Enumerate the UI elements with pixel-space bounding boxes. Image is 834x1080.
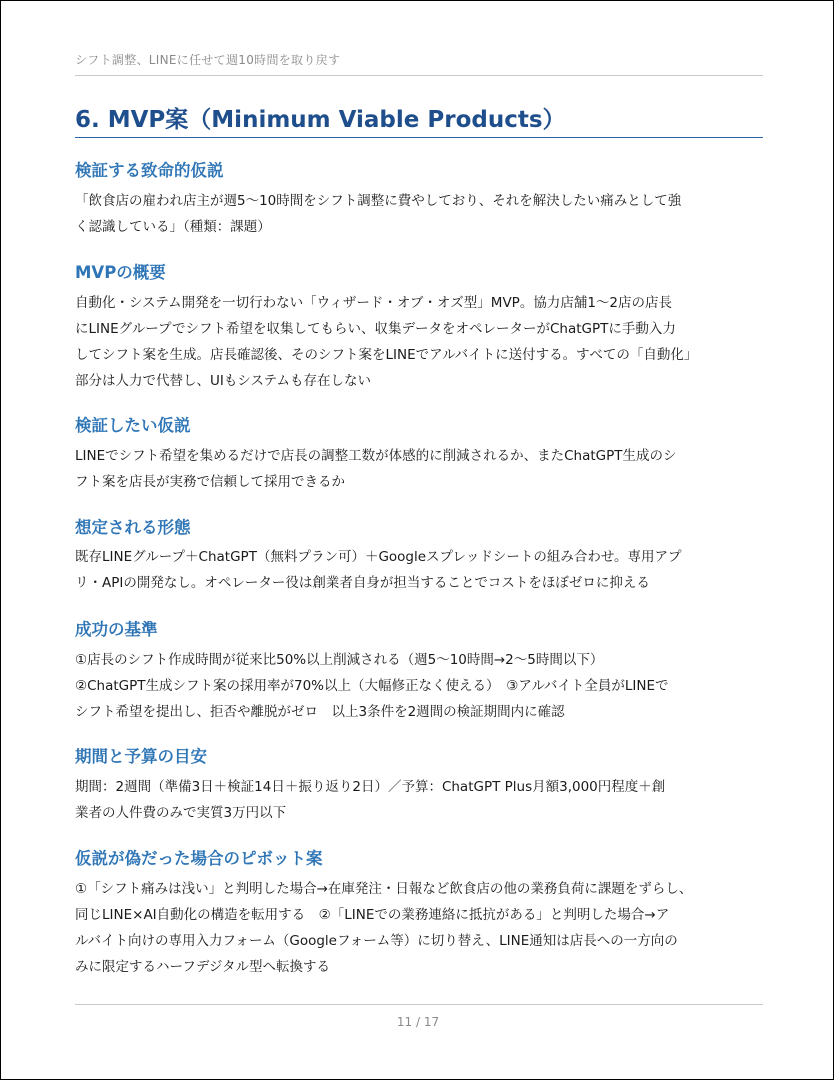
paragraph-line: 「飲食店の雇われ店主が週5〜10時間をシフト調整に費やしており、それを解決したい痛みとして強 bbox=[75, 193, 682, 209]
paragraph-line: 自動化・システム開発を一切行わない「ウィザード・オブ・オズ型」MVP。協力店舗1〜2店の店長 bbox=[75, 295, 673, 311]
heading-success-criteria: 成功の基準 bbox=[75, 620, 158, 639]
title-underline bbox=[75, 137, 763, 138]
heading-hypothesis-to-verify: 検証したい仮説 bbox=[75, 416, 191, 435]
paragraph-line: ①「シフト痛みは浅い」と判明した場合→在庫発注・日報など飲食店の他の業務負荷に課題をずらし、 bbox=[75, 881, 693, 897]
paragraph-line: ①店長のシフト作成時間が従来比50%以上削減される（週5〜10時間→2〜5時間以下） bbox=[75, 652, 604, 668]
paragraph-line: 同じLINE×AI自動化の構造を転用する ②「LINEでの業務連絡に抵抗がある」と判明した場合→ア bbox=[75, 907, 670, 923]
paragraph-line: ②ChatGPT生成シフト案の採用率が70%以上（大幅修正なく使える） ③アルバイト全員がLINEで bbox=[75, 678, 669, 694]
heading-mvp-overview: MVPの概要 bbox=[75, 263, 166, 282]
paragraph-line: みに限定するハーフデジタル型へ転換する bbox=[75, 959, 331, 975]
paragraph-line: 既存LINEグループ＋ChatGPT（無料プラン可）＋Googleスプレッドシートの組み合わせ。専用アプ bbox=[75, 549, 682, 565]
section-title: 6. MVP案（Minimum Viable Products） bbox=[75, 107, 566, 133]
paragraph-line: ルバイト向けの専用入力フォーム（Googleフォーム等）に切り替え、LINE通知は店長への一方向の bbox=[75, 933, 678, 949]
page-number: 11 / 17 bbox=[396, 1015, 440, 1029]
paragraph-period-budget bbox=[75, 774, 765, 826]
paragraph-pivot-plan bbox=[75, 876, 765, 980]
paragraph-line: 期間：2週間（準備3日＋検証14日＋振り返り2日）／予算：ChatGPT Plus月額3,000円程度＋創 bbox=[75, 779, 666, 795]
paragraph-line: く認識している」（種類：課題） bbox=[75, 219, 271, 235]
paragraph-line: リ・APIの開発なし。オペレーター役は創業者自身が担当することでコストをほぼゼロに抑える bbox=[75, 575, 650, 591]
heading-pivot-plan: 仮説が偽だった場合のピボット案 bbox=[75, 849, 323, 868]
paragraph-hypothesis-to-verify bbox=[75, 443, 765, 495]
paragraph-line: LINEでシフト希望を集めるだけで店長の調整工数が体感的に削減されるか、またChatGPT生成のシ bbox=[75, 448, 677, 464]
heading-period-budget: 期間と予算の目安 bbox=[75, 747, 207, 766]
header-divider bbox=[75, 75, 763, 76]
footer-divider bbox=[75, 1004, 763, 1005]
paragraph-line: 部分は人力で代替し、UIもシステムも存在しない bbox=[75, 373, 372, 389]
heading-assumed-form: 想定される形態 bbox=[75, 518, 191, 537]
paragraph-line: フト案を店長が実務で信頼して採用できるか bbox=[75, 474, 345, 490]
paragraph-success-criteria bbox=[75, 647, 765, 725]
paragraph-fatal-hypothesis bbox=[75, 188, 765, 240]
paragraph-assumed-form bbox=[75, 544, 765, 596]
heading-fatal-hypothesis: 検証する致命的仮説 bbox=[75, 161, 224, 180]
paragraph-line: 業者の人件費のみで実質3万円以下 bbox=[75, 805, 287, 821]
paragraph-line: にLINEグループでシフト希望を収集してもらい、収集データをオペレーターがChatGPTに手動入力 bbox=[75, 321, 676, 337]
running-header: シフト調整、LINEに任せて週10時間を取り戻す bbox=[75, 53, 341, 67]
paragraph-line: してシフト案を生成。店長確認後、そのシフト案をLINEでアルバイトに送付する。すべての「自動化」 bbox=[75, 347, 698, 363]
paragraph-line: シフト希望を提出し、拒否や離脱がゼロ 以上3条件を2週間の検証期間内に確認 bbox=[75, 704, 565, 720]
paragraph-mvp-overview bbox=[75, 290, 765, 394]
